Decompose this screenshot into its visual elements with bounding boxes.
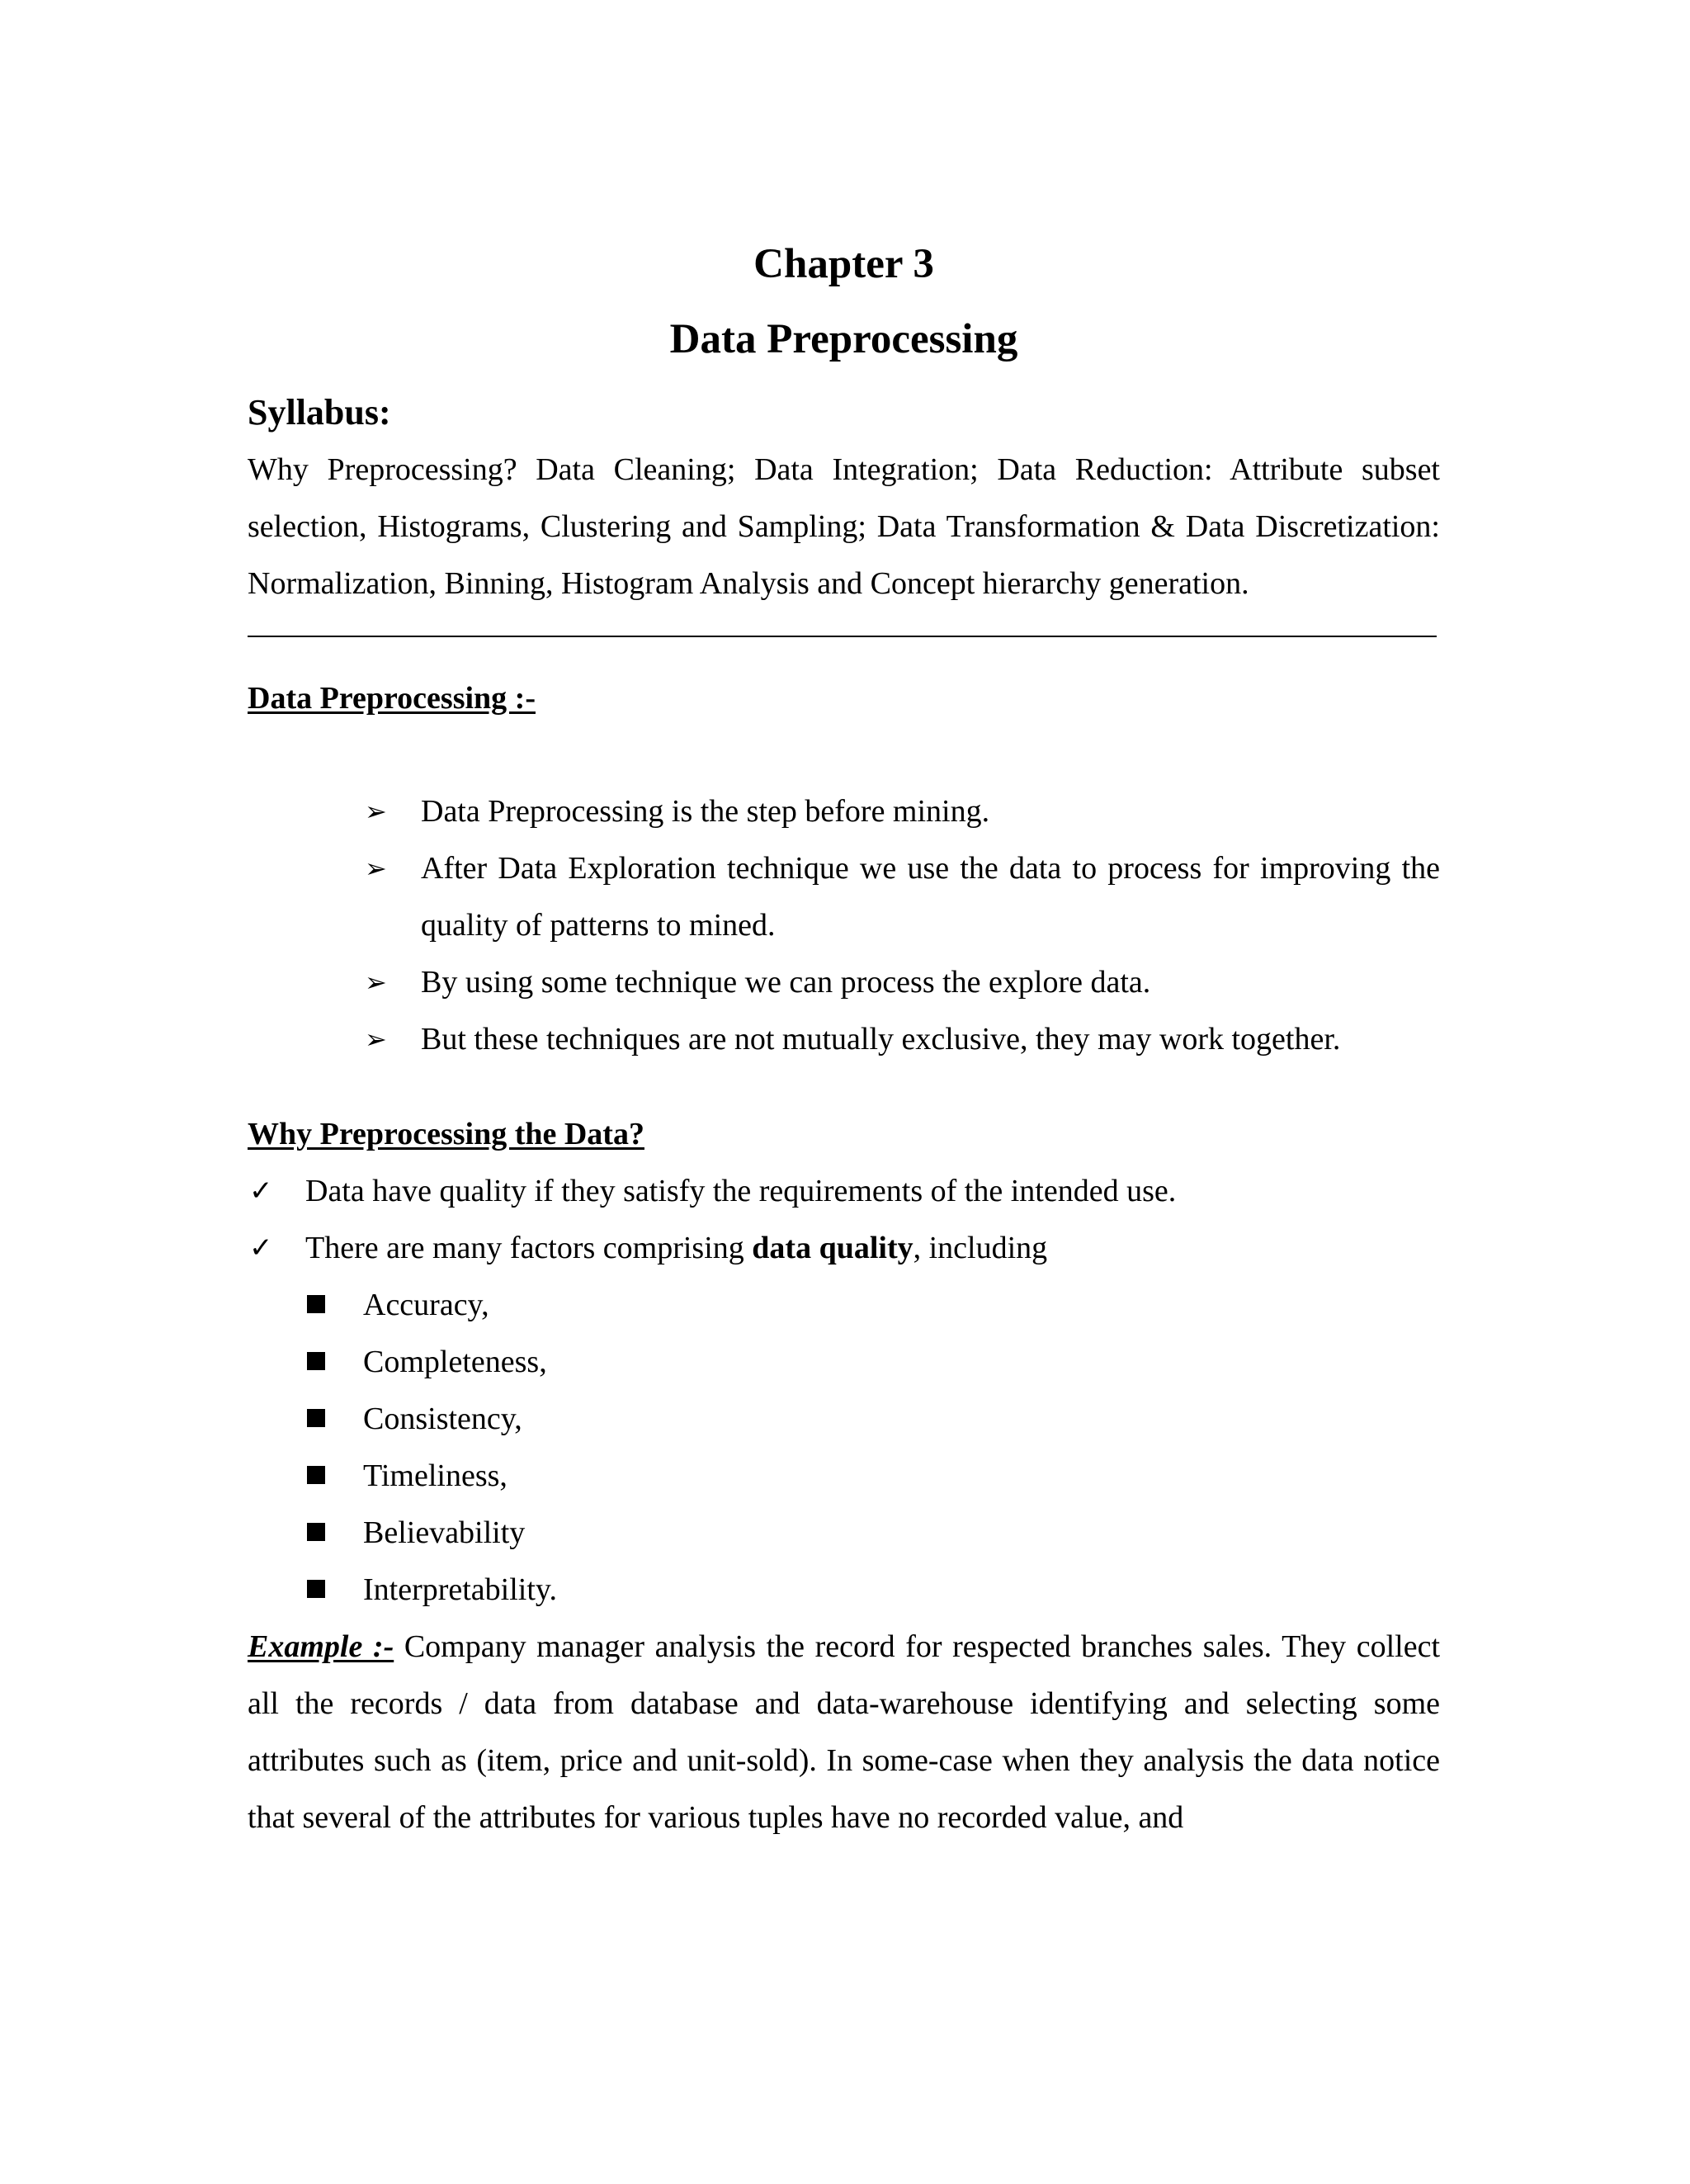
list-item-text: After Data Exploration technique we use the data to process for improving the quality of patterns to mined. bbox=[421, 851, 1440, 943]
data-quality-term: data quality bbox=[752, 1231, 913, 1265]
checkmark-icon: ✓ bbox=[249, 1231, 273, 1265]
syllabus-label: Syllabus: bbox=[248, 392, 391, 433]
factor-text: Accuracy, bbox=[363, 1288, 489, 1322]
square-bullet-icon bbox=[307, 1409, 325, 1427]
list-item-text: Data Preprocessing is the step before mining. bbox=[421, 794, 990, 829]
example-label: Example :- bbox=[248, 1629, 394, 1664]
chapter-title: Data Preprocessing bbox=[669, 316, 1018, 362]
factor-text: Interpretability. bbox=[363, 1572, 557, 1607]
factor-text: Consistency, bbox=[363, 1402, 522, 1436]
list-item bbox=[365, 1011, 1440, 1068]
list-item bbox=[307, 1505, 1440, 1562]
factor-text: Completeness, bbox=[363, 1345, 547, 1379]
list-item bbox=[248, 1163, 1440, 1220]
chapter-number: Chapter 3 bbox=[753, 241, 934, 287]
list-item-text: Data have quality if they satisfy the requirements of the intended use. bbox=[305, 1174, 1177, 1208]
square-bullet-icon bbox=[307, 1352, 325, 1370]
square-bullet-icon bbox=[307, 1466, 325, 1484]
arrow-bullet-icon: ➢ bbox=[365, 967, 387, 998]
list-item bbox=[248, 1220, 1440, 1277]
example-text: Company manager analysis the record for respected branches sales. They collect all the records / data from database and data-warehouse identifying and selecting some attributes such as (item, price and unit-sold). In some-case when they analysis the data notice that several of the attributes for various tuples have no recorded value, and bbox=[248, 1629, 1441, 1835]
list-item-text: By using some technique we can process the explore data. bbox=[421, 965, 1151, 1000]
list-item bbox=[307, 1334, 1440, 1391]
checkmark-icon: ✓ bbox=[249, 1175, 273, 1208]
data-preprocessing-heading: Data Preprocessing :- bbox=[248, 681, 536, 716]
arrow-bullet-icon: ➢ bbox=[365, 853, 387, 884]
arrow-bullet-icon: ➢ bbox=[365, 1023, 387, 1055]
syllabus-text: Why Preprocessing? Data Cleaning; Data Integration; Data Reduction: Attribute subset selection, Histograms, Clustering and Sampling; Data Transformation & Data Discretization: Normalization, Binning, Histogram Analysis and Concept hierarchy generation. bbox=[248, 452, 1440, 601]
why-preprocessing-heading: Why Preprocessing the Data? bbox=[248, 1117, 644, 1151]
list-item bbox=[307, 1448, 1440, 1505]
list-item-text: But these techniques are not mutually exclusive, they may work together. bbox=[421, 1022, 1341, 1057]
list-item bbox=[307, 1277, 1440, 1334]
section-divider bbox=[248, 636, 1437, 637]
list-item-text-before: There are many factors comprising bbox=[305, 1231, 753, 1265]
list-item bbox=[365, 783, 1440, 840]
list-item bbox=[365, 840, 1440, 954]
list-item-text-after: , including bbox=[913, 1231, 1048, 1265]
square-bullet-icon bbox=[307, 1523, 325, 1541]
quality-points-list bbox=[248, 1163, 1440, 1277]
square-bullet-icon bbox=[307, 1295, 325, 1313]
square-bullet-icon bbox=[307, 1580, 325, 1598]
preprocessing-points-list bbox=[248, 783, 1440, 1068]
list-item bbox=[307, 1562, 1440, 1619]
list-item bbox=[365, 954, 1440, 1011]
factor-text: Believability bbox=[363, 1515, 526, 1550]
factor-text: Timeliness, bbox=[363, 1458, 507, 1493]
document-page bbox=[248, 231, 1440, 1846]
list-item bbox=[307, 1391, 1440, 1448]
quality-factors-list bbox=[248, 1277, 1440, 1619]
arrow-bullet-icon: ➢ bbox=[365, 796, 387, 827]
example-paragraph bbox=[248, 1619, 1440, 1846]
